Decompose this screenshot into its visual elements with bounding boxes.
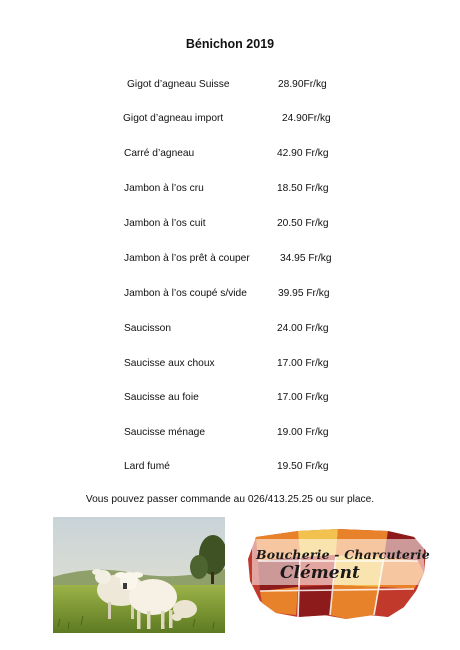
list-item <box>124 390 364 406</box>
item-price: 39.95 Fr/kg <box>278 288 330 299</box>
list-item <box>124 146 364 162</box>
item-price: 20.50 Fr/kg <box>277 218 329 229</box>
item-price: 19.00 Fr/kg <box>277 427 329 438</box>
list-item <box>124 321 364 337</box>
item-name: Saucisse ménage <box>124 427 205 438</box>
list-item <box>124 425 364 441</box>
item-name: Saucisse au foie <box>124 392 199 403</box>
item-name: Gigot d’agneau import <box>123 113 224 124</box>
item-name: Jambon à l’os cru <box>124 183 204 194</box>
logo-name: Clément <box>280 563 360 583</box>
list-item <box>124 356 364 372</box>
item-price: 24.90Fr/kg <box>282 113 331 124</box>
list-item <box>124 216 364 232</box>
list-item <box>124 251 364 267</box>
item-price: 17.00 Fr/kg <box>277 358 329 369</box>
item-name: Saucisse aux choux <box>124 358 215 369</box>
item-name: Carré d’agneau <box>124 148 195 159</box>
logo-title: Boucherie - Charcuterie <box>256 547 430 562</box>
sheep-photo <box>53 517 225 633</box>
item-price: 18.50 Fr/kg <box>277 183 329 194</box>
list-item <box>127 77 367 93</box>
list-item <box>124 459 364 475</box>
butcher-logo <box>238 517 434 625</box>
item-price: 19.50 Fr/kg <box>277 461 329 472</box>
item-price: 17.00 Fr/kg <box>277 392 329 403</box>
list-item <box>124 181 364 197</box>
order-note: Vous pouvez passer commande au 026/413.25.25 ou sur place. <box>85 494 375 505</box>
item-price: 34.95 Fr/kg <box>280 253 332 264</box>
item-price: 28.90Fr/kg <box>278 79 327 90</box>
item-price: 42.90 Fr/kg <box>277 148 329 159</box>
item-name: Gigot d’agneau Suisse <box>127 79 230 90</box>
item-name: Saucisson <box>124 323 172 334</box>
list-item <box>123 111 363 127</box>
item-name: Lard fumé <box>124 461 170 472</box>
item-name: Jambon à l’os prêt à couper <box>124 253 250 264</box>
list-item <box>124 286 364 302</box>
page-title: Bénichon 2019 <box>185 37 275 51</box>
item-name: Jambon à l’os coupé s/vide <box>124 288 247 299</box>
item-name: Jambon à l’os cuit <box>124 218 206 229</box>
item-price: 24.00 Fr/kg <box>277 323 329 334</box>
